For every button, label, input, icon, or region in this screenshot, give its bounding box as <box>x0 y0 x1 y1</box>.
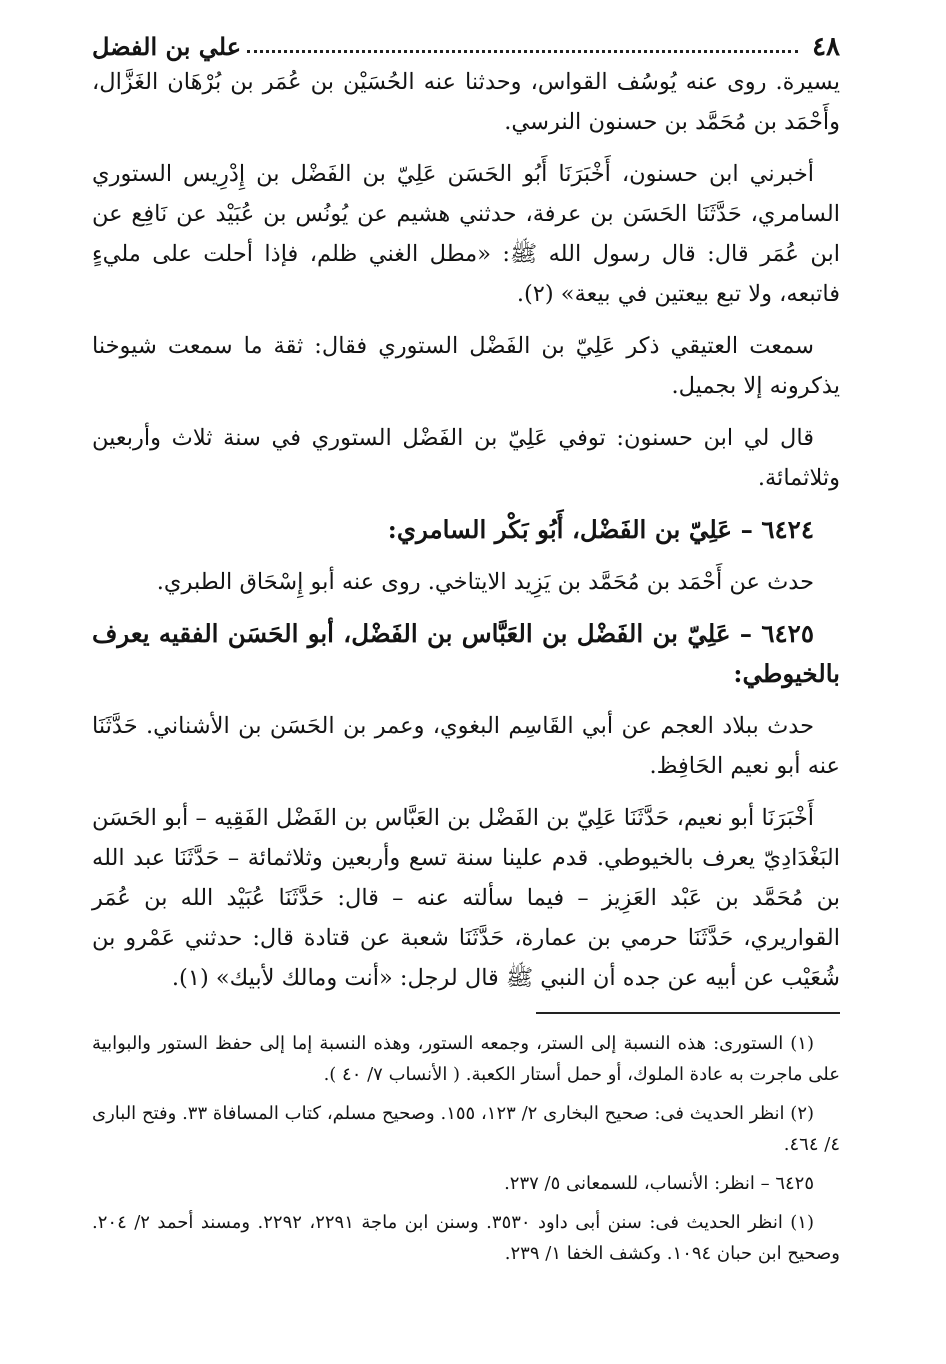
entry-heading-6425: ٦٤٢٥ – عَلِيّ بن الفَضْل بن العَبَّاس بن الفَضْل، أبو الحَسَن الفقيه يعرف بالخيوطي: <box>92 619 840 688</box>
main-text <box>92 62 840 998</box>
paragraph-death: قال لي ابن حسنون: توفي عَلِيّ بن الفَضْل الستوري في سنة ثلاث وأربعين وثلاثمائة. <box>92 425 840 491</box>
footnote-1b: (١) انظر الحديث فى: سنن أبى داود ٣٥٣٠. وسنن ابن ماجة ٢٢٩١، ٢٢٩٢. ومسند أحمد ٢/ ٢٠٤. وصحيح ابن حبان ١٠٩٤. وكشف الخفا ١/ ٢٣٩. <box>92 1212 840 1264</box>
paragraph-atiqi: سمعت العتيقي ذكر عَلِيّ بن الفَضْل الستوري فقال: ثقة ما سمعت شيوخنا يذكرونه إلا بجميل. <box>92 333 840 399</box>
footnotes <box>92 1028 840 1269</box>
paragraph-6425: حدث ببلاد العجم عن أبي القَاسِم البغوي، وعمر بن الحَسَن بن الأشناني. حَدَّثَنَا عنه أبو نعيم الحَافِظ. <box>92 713 840 779</box>
footnote-1: (١) الستورى: هذه النسبة إلى الستر، وجمعه الستور، وهذه النسبة إما إلى حفظ الستور والبوابية على ماجرت به عادة الملوك، أو حمل أستار الكعبة. ( الأنساب ٧/ ٤٠ ). <box>92 1033 840 1085</box>
paragraph-continuation: يسيرة. روى عنه يُوسُف القواس، وحدثنا عنه الحُسَيْن بن عُمَر بن بُرْهَان الغَزَّال، وأَحْمَد بن مُحَمَّد بن حسنون النرسي. <box>92 69 840 135</box>
book-page <box>92 18 840 1338</box>
page-number: ٤٨ <box>812 32 840 62</box>
footnote-6425: ٦٤٢٥ – انظر: الأنساب، للسمعانى ٥/ ٢٣٧. <box>504 1173 814 1194</box>
entry-heading-6424: ٦٤٢٤ – عَلِيّ بن الفَضْل، أَبُو بَكْر السامري: <box>387 515 814 544</box>
running-header <box>92 18 840 62</box>
footnote-2: (٢) انظر الحديث فى: صحيح البخارى ٢/ ١٢٣، ١٥٥. وصحيح مسلم، كتاب المسافاة ٣٣. وفتح البارى ٤/ ٤٦٤. <box>92 1103 840 1155</box>
header-dot-leader <box>247 50 798 53</box>
running-title: علي بن الفضل <box>92 32 242 61</box>
footnote-separator <box>536 1012 840 1014</box>
paragraph-6424: حدث عن أَحْمَد بن مُحَمَّد بن يَزِيد الايتاخي. روى عنه أبو إِسْحَاق الطبري. <box>156 569 814 595</box>
paragraph-hadith-2: أَخْبَرَنَا أبو نعيم، حَدَّثَنَا عَلِيّ بن الفَضْل بن العَبَّاس بن الفَضْل الفَقِيه – أبو الحَسَن البَغْدَادِيّ يعرف بالخيوطي. قدم علينا سنة تسع وأربعين وثلاثمائة – حَدَّثَنَا عبد الله بن مُحَمَّد بن عَبْد العَزِيز – فيما سألته عنه – قال: حَدَّثَنَا عُبَيْد الله بن عُمَر القواريري، حَدَّثَنَا حرمي بن عمارة، حَدَّثَنَا شعبة عن قتادة قال: حدثني عَمْرو بن شُعَيْب عن أبيه عن جده أن النبي ﷺ قال لرجل: «أنت ومالك لأبيك» (١). <box>92 805 840 991</box>
paragraph-hadith-1: أخبرني ابن حسنون، أَخْبَرَنَا أَبُو الحَسَن عَلِيّ بن الفَضْل بن إِدْرِيس الستوري السامري، حَدَّثَنَا الحَسَن بن عرفة، حدثني هشيم عن يُونُس بن عُبَيْد عن نَافِع عن ابن عُمَر قال: قال رسول الله ﷺ: «مطل الغني ظلم، فإذا أحلت على مليءٍ فاتبعه، ولا تبع بيعتين في بيعة» (٢). <box>92 161 840 307</box>
